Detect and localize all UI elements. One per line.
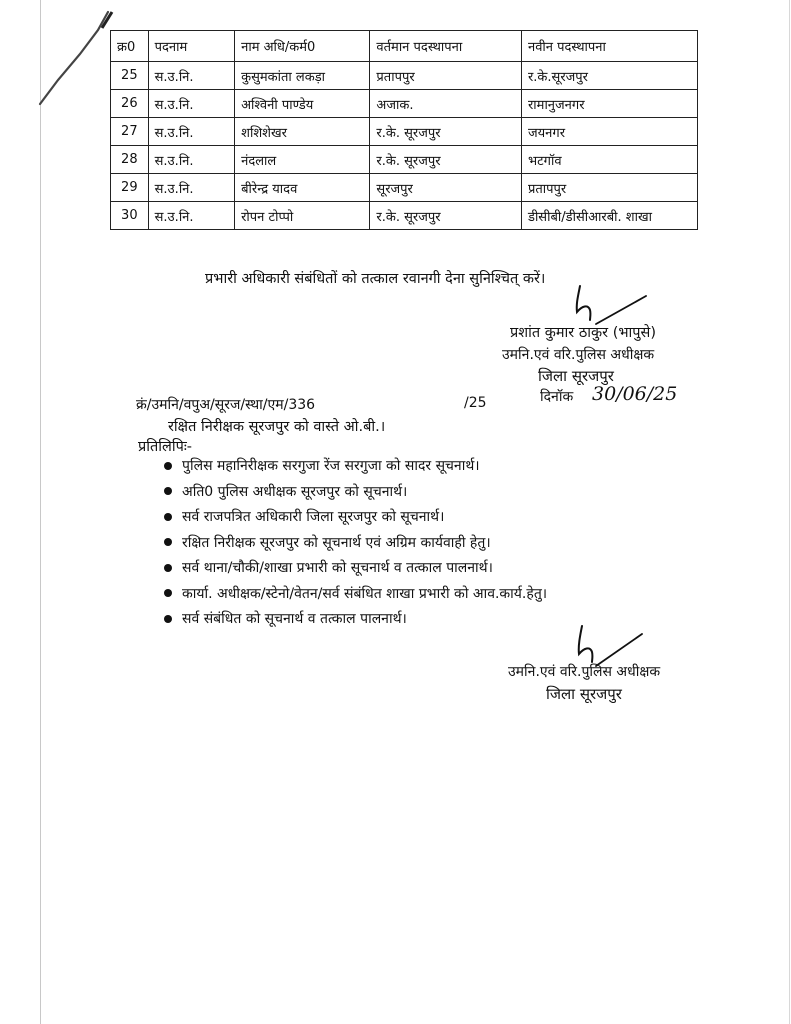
cell-new-posting: रामानुजनगर [521,90,697,118]
cell-serial: 27 [111,118,149,146]
copy-to-heading: प्रतिलिपिः- [138,439,193,455]
bullet-icon [164,564,172,572]
cell-designation: स.उ.नि. [148,118,234,146]
date-label: दिनॉक [540,389,574,405]
cell-current-posting: र.के. सूरजपुर [370,146,522,174]
table-row [111,146,698,174]
list-item: रक्षित निरीक्षक सूरजपुर को सूचनार्थ एवं अग्रिम कार्यवाही हेतु। [164,530,547,556]
cell-current-posting: सूरजपुर [370,174,522,202]
list-item: सर्व राजपत्रित अधिकारी जिला सूरजपुर को सूचनार्थ। [164,504,547,530]
cell-name: बीरेन्द्र यादव [235,174,370,202]
header-designation: पदनाम [148,31,234,62]
cell-name: अश्विनी पाण्डेय [235,90,370,118]
cell-designation: स.उ.नि. [148,90,234,118]
order-reference-number: क्रं/उमनि/वपुअ/सूरज/स्था/एम/336 [136,397,316,413]
cell-current-posting: अजाक. [370,90,522,118]
cell-designation: स.उ.नि. [148,174,234,202]
table-row [111,202,698,230]
table-row [111,174,698,202]
cell-current-posting: र.के. सूरजपुर [370,118,522,146]
list-item: पुलिस महानिरीक्षक सरगुजा रेंज सरगुजा को सादर सूचनार्थ। [164,453,547,479]
bullet-icon [164,487,172,495]
cell-name: कुसुमकांता लकड़ा [235,62,370,90]
cell-designation: स.उ.नि. [148,202,234,230]
list-item: कार्या. अधीक्षक/स्टेनो/वेतन/सर्व संबंधित शाखा प्रभारी को आव.कार्य.हेतु। [164,581,547,607]
cell-designation: स.उ.नि. [148,62,234,90]
bottom-signatory-district: जिला सूरजपुर [546,685,622,703]
list-item: सर्व थाना/चौकी/शाखा प्रभारी को सूचनार्थ व तत्काल पालनार्थ। [164,555,547,581]
copy-to-list [164,453,547,632]
list-item: अति0 पुलिस अधीक्षक सूरजपुर को सूचनार्थ। [164,479,547,505]
cell-current-posting: प्रतापपुर [370,62,522,90]
bottom-signatory-designation: उमनि.एवं वरि.पुलिस अधीक्षक [508,664,661,680]
cell-current-posting: र.के. सूरजपुर [370,202,522,230]
cell-new-posting: र.के.सूरजपुर [521,62,697,90]
cell-serial: 29 [111,174,149,202]
bullet-icon [164,513,172,521]
table-row [111,90,698,118]
header-serial: क्र0 [111,31,149,62]
bullet-icon [164,615,172,623]
header-name: नाम अधि/कर्म0 [235,31,370,62]
cell-new-posting: डीसीबी/डीसीआरबी. शाखा [521,202,697,230]
bullet-icon [164,462,172,470]
signatory-district: जिला सूरजपुर [538,367,614,385]
cell-new-posting: जयनगर [521,118,697,146]
bullet-icon [164,589,172,597]
order-reference-year: /25 [464,395,487,411]
instruction-text: प्रभारी अधिकारी संबंधितों को तत्काल रवानगी देना सुनिश्चित् करें। [205,271,546,287]
table-header-row [111,31,698,62]
cell-serial: 28 [111,146,149,174]
cell-new-posting: भटगॉव [521,146,697,174]
cell-serial: 25 [111,62,149,90]
transfer-table [110,30,698,230]
cell-name: शशिशेखर [235,118,370,146]
list-item: सर्व संबंधित को सूचनार्थ व तत्काल पालनार्थ। [164,606,547,632]
table-row [111,118,698,146]
reference-note: रक्षित निरीक्षक सूरजपुर को वास्ते ओ.बी.। [168,419,386,435]
cell-name: नंदलाल [235,146,370,174]
cell-serial: 30 [111,202,149,230]
header-new-posting: नवीन पदस्थापना [521,31,697,62]
table-row [111,62,698,90]
header-current-posting: वर्तमान पदस्थापना [370,31,522,62]
signatory-designation: उमनि.एवं वरि.पुलिस अधीक्षक [502,347,655,363]
cell-name: रोपन टोप्पो [235,202,370,230]
signatory-name: प्रशांत कुमार ठाकुर (भापुसे) [510,325,656,341]
date-value: 30/06/25 [592,383,678,405]
cell-new-posting: प्रतापपुर [521,174,697,202]
cell-serial: 26 [111,90,149,118]
pen-stroke-mark [36,8,116,108]
cell-designation: स.उ.नि. [148,146,234,174]
bullet-icon [164,538,172,546]
